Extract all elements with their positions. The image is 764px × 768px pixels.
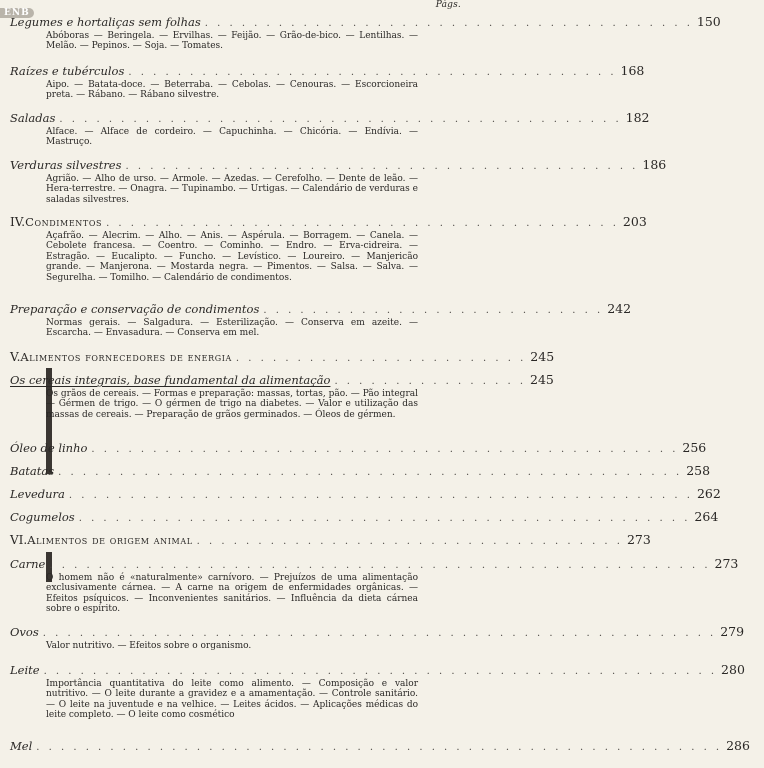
entry-description: Agrião. — Alho de urso. — Armole. — Azedas. — Cerefolho. — Dente de leão. — Hera-terrestre. — Onagra. — Tupinambo. — Urtigas. — Calendário de verduras e saladas silvestres. (46, 174, 418, 205)
entry-description: Abóboras — Beringela. — Ervilhas. — Feijão. — Grão-de-bico. — Lentilhas. — Melão. — Pepinos. — Soja. — Tomates. (46, 31, 418, 52)
toc-entry (0, 372, 554, 387)
dot-leader: . . . . . . . . . . . . . . . . . . . . . . . . . . . . . . . . . . . . . . . . . . . . . . . . . . . (68, 490, 693, 501)
entry-title[interactable]: Cogumelos (10, 510, 75, 524)
toc-entry (0, 509, 719, 524)
dot-leader: . . . . . . . . . . . . . . . . . . . . . . . . . . . . . . . . . . . . . . . . . . . . . . . . . . . (58, 467, 683, 478)
page-number: 280 (721, 662, 745, 677)
toc-entry (0, 349, 555, 364)
page-number: 245 (530, 372, 554, 387)
toc-entry (0, 301, 632, 316)
toc-entry (0, 214, 647, 229)
dot-leader: . . . . . . . . . . . . . . . . . . . . . . . . . . . . (263, 305, 604, 316)
page-number: 203 (622, 214, 647, 229)
toc-entry (0, 63, 645, 78)
entry-title[interactable]: Alimentos fornecedores de energia (20, 350, 232, 364)
toc-entry (0, 157, 667, 172)
entry-title[interactable]: Óleo de linho (10, 441, 88, 455)
entry-description: Importância quantitativa do leite como alimento. — Composição e valor nutritivo. — O leite durante a gravidez e a amamentação. — Controle sanitário. — O leite na juventude e na velhice. — Leites ácidos. — Aplicações médicas do leite completo. — O leite como cosmético (46, 679, 418, 721)
page-number: 242 (607, 301, 632, 316)
section-number: V. (10, 350, 21, 364)
dot-leader: . . . . . . . . . . . . . . . . . . . . . . . . . . . . . . . . . . . . . . . . (128, 67, 617, 78)
entry-title[interactable]: Legumes e hortaliças sem folhas (10, 15, 201, 29)
dot-leader: . . . . . . . . . . . . . . . . . . . . . . . . . . . . . . . . . . . . . . . . . . . . . . . . . . . . . . (49, 560, 711, 571)
entry-title[interactable]: Mel (10, 739, 33, 753)
toc-entry (0, 624, 745, 639)
page-number: 245 (530, 349, 555, 364)
entry-description: Aipo. — Batata-doce. — Beterraba. — Cebolas. — Cenouras. — Escorcioneira preta. — Rábano. — Rábano silvestre. (46, 80, 418, 101)
page-number: 182 (625, 110, 650, 125)
entry-title[interactable]: Condimentos (25, 215, 103, 229)
entry-title[interactable]: Verduras silvestres (10, 158, 122, 172)
entry-description: Açafrão. — Alecrim. — Alho. — Anis. — Aspérula. — Borragem. — Canela. — Cebolete francesa. — Coentro. — Cominho. — Endro. — Erva-cidreira. — Estragão. — Eucalipto. — Funcho. — Levístico. — Loureiro. — Manjericão grande. — Manjerona. — Mostarda negra. — Pimentos. — Salsa. — Salva. — Segurelha. — Tomilho. — Calendário de condimentos. (46, 231, 418, 283)
dot-leader: . . . . . . . . . . . . . . . . . . . . . . . . . . . . . . . . . . . . . . . . . . (106, 218, 619, 229)
dot-leader: . . . . . . . . . . . . . . . . . . . . . . . . . . . . . . . . . . . . . . . . . . . . . . . . . . . . . . . . (36, 742, 723, 753)
section-number: VI. (10, 533, 28, 547)
toc-entry (0, 662, 745, 677)
entry-title[interactable]: Saladas (10, 111, 56, 125)
entry-title[interactable]: Raízes e tubérculos (10, 64, 125, 78)
dot-leader: . . . . . . . . . . . . . . . . (334, 376, 526, 387)
pages-column-label: Págs. (435, 0, 461, 10)
toc-entry (0, 14, 721, 29)
toc-entry (0, 556, 739, 571)
dot-leader: . . . . . . . . . . . . . . . . . . . . . . . . . . . . . . . . . . . . . . . . . . . . . . . . . . . . . . . (42, 628, 717, 639)
toc-entry (0, 110, 650, 125)
entry-title[interactable]: Os cereais integrais, base fundamental da alimentação (10, 373, 331, 387)
dot-leader: . . . . . . . . . . . . . . . . . . . . . . . . . . . . . . . . . . . . . . . . . . . . . . . . . . (78, 513, 691, 524)
toc-entry (0, 532, 651, 547)
entry-title[interactable]: Ovos (10, 625, 39, 639)
entry-title[interactable]: Alimentos de origem animal (27, 533, 193, 547)
page-number: 262 (696, 486, 721, 501)
toc-entry (0, 486, 721, 501)
page-number: 256 (682, 440, 707, 455)
entry-title[interactable]: Batatas (10, 464, 55, 478)
page-number: 186 (642, 157, 667, 172)
section-number: IV. (10, 215, 26, 229)
corner-watermark: ENB (0, 8, 34, 18)
entry-title[interactable]: Levedura (10, 487, 65, 501)
dot-leader: . . . . . . . . . . . . . . . . . . . . . . . . . . . . . . . . . . . . . . . . . . (125, 161, 639, 172)
entry-description: O homem não é «naturalmente» carnívoro. — Prejuízos de uma alimentação exclusivamente cárnea. — A carne na origem de enfermidades orgânicas. — Efeitos psíquicos. — Inconvenientes sanitários. — Influência da dieta cárnea sobre o espírito. (46, 573, 418, 615)
entry-description: Os grãos de cereais. — Formas e preparação: massas, tortas, pão. — Pão integral — Gérmen de trigo. — O gérmen de trigo na diabetes. — Valor e utilização das massas de cereais. — Preparação de grãos germinados. — Óleos de gérmen. (46, 389, 418, 420)
page-number: 258 (686, 463, 711, 478)
entry-title[interactable]: Leite (10, 663, 40, 677)
page-number: 286 (726, 738, 750, 753)
entry-title[interactable]: Preparação e conservação de condimentos (10, 302, 260, 316)
entry-description: Alface. — Alface de cordeiro. — Capuchinha. — Chicória. — Endívia. — Mastruço. (46, 127, 418, 148)
dot-leader: . . . . . . . . . . . . . . . . . . . . . . . . . . . . . . . . . . . . . . . . . . . . . . . . . . . . . . . (43, 666, 718, 677)
page-number: 273 (626, 532, 651, 547)
page-number: 168 (620, 63, 645, 78)
dot-leader: . . . . . . . . . . . . . . . . . . . . . . . . . . . . . . . . . . . . . . . . (204, 18, 693, 29)
entry-title[interactable]: Carne (10, 557, 46, 571)
page-number: 273 (714, 556, 739, 571)
toc-entry (0, 463, 711, 478)
dot-leader: . . . . . . . . . . . . . . . . . . . . . . . . . . . . . . . . . . . (196, 536, 623, 547)
dot-leader: . . . . . . . . . . . . . . . . . . . . . . . . (235, 353, 527, 364)
page-number: 264 (694, 509, 719, 524)
dot-leader: . . . . . . . . . . . . . . . . . . . . . . . . . . . . . . . . . . . . . . . . . . . . . . . . (91, 444, 679, 455)
page-number: 150 (696, 14, 721, 29)
page-number: 279 (720, 624, 745, 639)
entry-description: Valor nutritivo. — Efeitos sobre o organismo. (46, 641, 252, 651)
toc-entry (0, 738, 750, 753)
entry-description: Normas gerais. — Salgadura. — Esterilização. — Conserva em azeite. — Escarcha. — Envasadura. — Conserva em mel. (46, 318, 418, 339)
dot-leader: . . . . . . . . . . . . . . . . . . . . . . . . . . . . . . . . . . . . . . . . . . . . . . (59, 114, 622, 125)
toc-entry (0, 440, 707, 455)
